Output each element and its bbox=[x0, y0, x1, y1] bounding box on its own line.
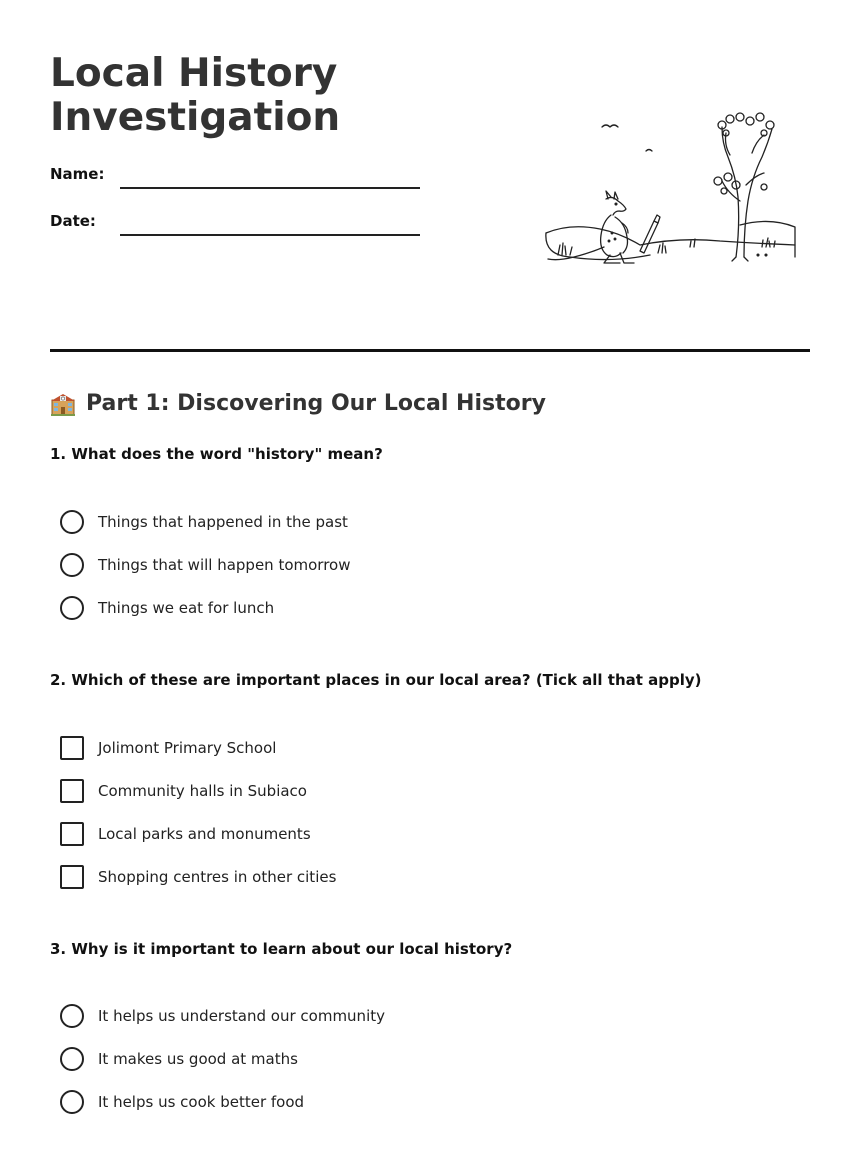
option-label: Local parks and monuments bbox=[98, 825, 311, 843]
radio-button[interactable] bbox=[60, 1090, 84, 1114]
option-label: Things that happened in the past bbox=[98, 513, 348, 531]
name-label: Name: bbox=[50, 165, 105, 183]
question-1: 1. What does the word "history" mean? bbox=[50, 445, 383, 463]
name-field[interactable] bbox=[120, 187, 420, 189]
kangaroo-landscape-illustration bbox=[540, 105, 800, 285]
bird-icon bbox=[646, 150, 652, 152]
option-label: Things we eat for lunch bbox=[98, 599, 275, 617]
q1-option-3[interactable] bbox=[60, 595, 274, 621]
option-label: Jolimont Primary School bbox=[98, 739, 277, 757]
date-field[interactable] bbox=[120, 234, 420, 236]
checkbox[interactable] bbox=[60, 736, 84, 760]
checkbox[interactable] bbox=[60, 779, 84, 803]
q3-option-1[interactable] bbox=[60, 1003, 385, 1029]
section-divider bbox=[50, 349, 810, 352]
checkbox[interactable] bbox=[60, 865, 84, 889]
title-line-2: Investigation bbox=[50, 95, 341, 140]
q2-option-1[interactable] bbox=[60, 735, 276, 761]
grass-icon bbox=[558, 243, 572, 255]
question-3: 3. Why is it important to learn about our local history? bbox=[50, 940, 513, 958]
q2-option-3[interactable] bbox=[60, 821, 311, 847]
title-line-1: Local History bbox=[50, 51, 338, 96]
worksheet-title bbox=[50, 52, 470, 140]
option-label: Shopping centres in other cities bbox=[98, 868, 337, 886]
radio-button[interactable] bbox=[60, 1047, 84, 1071]
q2-option-4[interactable] bbox=[60, 864, 336, 890]
question-2: 2. Which of these are important places in our local area? (Tick all that apply) bbox=[50, 671, 702, 689]
q1-option-2[interactable] bbox=[60, 552, 351, 578]
radio-button[interactable] bbox=[60, 510, 84, 534]
radio-button[interactable] bbox=[60, 1004, 84, 1028]
tree-icon bbox=[714, 113, 774, 261]
cricket-bat-icon bbox=[640, 215, 660, 253]
q3-option-3[interactable] bbox=[60, 1089, 304, 1115]
radio-button[interactable] bbox=[60, 553, 84, 577]
option-label: It helps us cook better food bbox=[98, 1093, 305, 1111]
ground-line bbox=[546, 227, 795, 245]
q2-option-2[interactable] bbox=[60, 778, 307, 804]
q1-option-1[interactable] bbox=[60, 509, 348, 535]
option-label: It makes us good at maths bbox=[98, 1050, 298, 1068]
school-building-icon bbox=[50, 391, 76, 417]
checkbox[interactable] bbox=[60, 822, 84, 846]
radio-button[interactable] bbox=[60, 596, 84, 620]
date-label: Date: bbox=[50, 212, 96, 230]
option-label: Things that will happen tomorrow bbox=[98, 556, 351, 574]
bird-icon bbox=[602, 125, 618, 127]
option-label: Community halls in Subiaco bbox=[98, 782, 307, 800]
part1-heading bbox=[50, 388, 546, 420]
option-label: It helps us understand our community bbox=[98, 1007, 385, 1025]
q3-option-2[interactable] bbox=[60, 1046, 298, 1072]
part1-title: Part 1: Discovering Our Local History bbox=[86, 391, 546, 416]
